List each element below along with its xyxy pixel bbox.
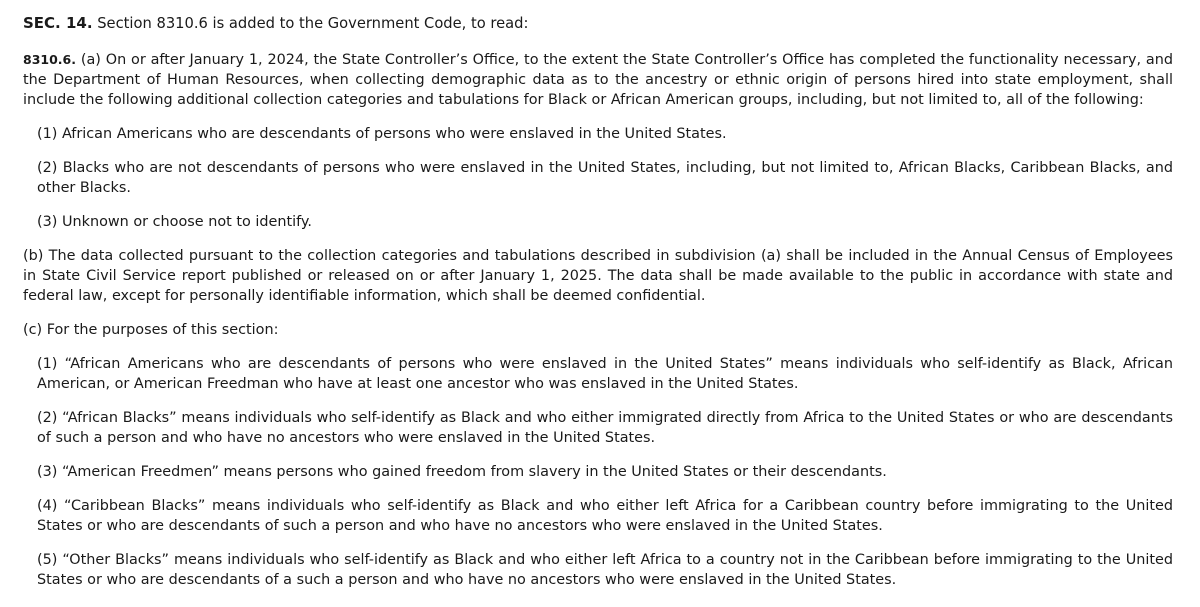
definition-item-3: (3) “American Freedmen” means persons who gained freedom from slavery in the United States or their descendants. [37,464,887,480]
subdivision-a-item-1: (1) African Americans who are descendants of persons who were enslaved in the United States. [37,126,727,142]
code-section-number: 8310.6. [23,52,76,67]
subdivision-a-item-2: (2) Blacks who are not descendants of persons who were enslaved in the United States, including, but not limited to, African Blacks, Caribbean Blacks, and other Blacks. [37,160,1173,196]
definition-item-2: (2) “African Blacks” means individuals who self-identify as Black and who either immigrated directly from Africa to the United States or who are descendants of such a person and who have no ancestors who were enslaved in the United States. [37,410,1173,446]
subdivision-c: (c) For the purposes of this section: [23,322,279,338]
subdivision-a [23,50,1173,110]
section-heading-text: Section 8310.6 is added to the Government Code, to read: [97,15,529,32]
section-number: SEC. 14. [23,14,93,32]
subdivision-b: (b) The data collected pursuant to the collection categories and tabulations described in subdivision (a) shall be included in the Annual Census of Employees in State Civil Service report published or released on or after January 1, 2025. The data shall be made available to the public in accordance with state and federal law, except for personally identifiable information, which shall be deemed confidential. [23,248,1173,304]
definition-item-5: (5) “Other Blacks” means individuals who self-identify as Black and who either left Africa to a country not in the Caribbean before immigrating to the United States or who are descendants of a such a person and who have no ancestors who were enslaved in the United States. [37,552,1173,588]
subdivision-a-item-3: (3) Unknown or choose not to identify. [37,214,312,230]
definition-item-1: (1) “African Americans who are descendants of persons who were enslaved in the United States” means individuals who self-identify as Black, African American, or American Freedman who have at least one ancestor who was enslaved in the United States. [37,356,1173,392]
definition-item-4: (4) “Caribbean Blacks” means individuals who self-identify as Black and who either left Africa for a Caribbean country before immigrating to the United States or who are descendants of such a person and who have no ancestors who were enslaved in the United States. [37,498,1173,534]
subdivision-a-text: (a) On or after January 1, 2024, the State Controller’s Office, to the extent the State Controller’s Office has completed the functionality necessary, and the Department of Human Resources, when collecting demographic data as to the ancestry or ethnic origin of persons hired into state employment, shall include the following additional collection categories and tabulations for Black or African American groups, including, but not limited to, all of the following: [23,52,1173,108]
section-heading [23,12,1173,35]
